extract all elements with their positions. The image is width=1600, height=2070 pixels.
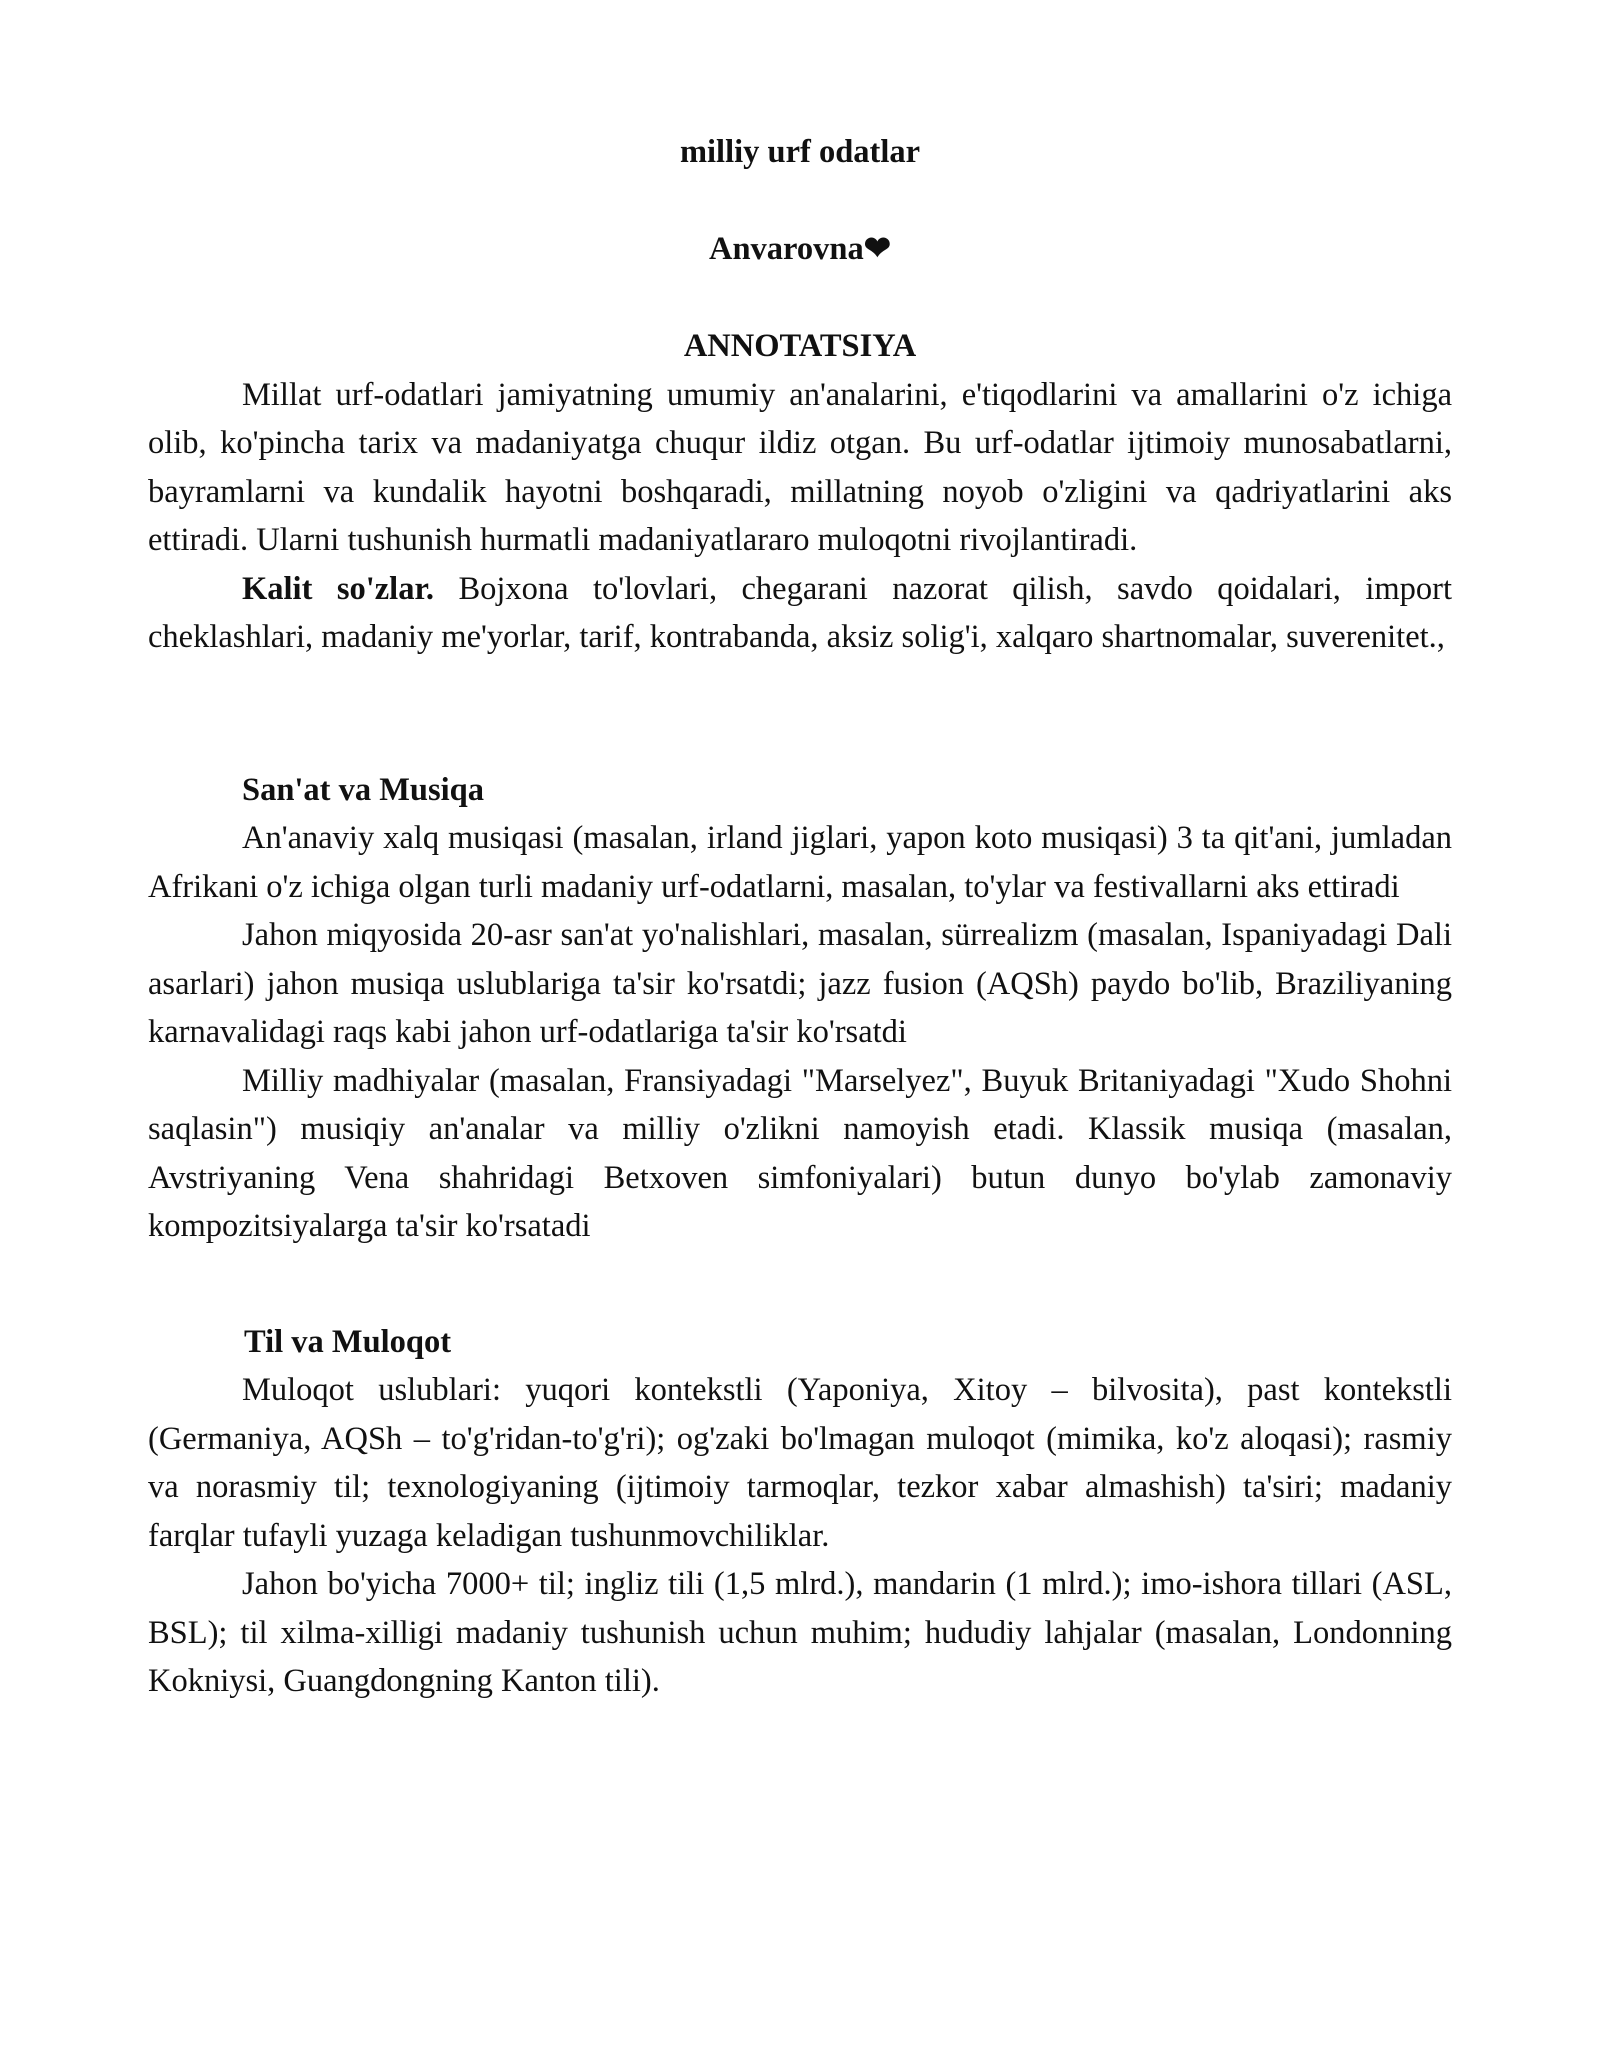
section-paragraph: Muloqot uslublari: yuqori kontekstli (Yaponiya, Xitoy – bilvosita), past kontekstli (Germaniya, AQSh – to'g'ridan-to'g'ri); og'zaki bo'lmagan muloqot (mimika, ko'z aloqasi); rasmiy va norasmiy til; texnologiyaning (ijtimoiy tarmoqlar, tezkor xabar almashish) ta'siri; madaniy farqlar tufayli yuzaga keladigan tushunmovchiliklar.	[148, 1372, 1452, 1554]
document-title: milliy urf odatlar	[679, 134, 921, 170]
section-heading-language: Til va Muloqot	[244, 1323, 452, 1360]
keywords-paragraph	[148, 565, 1452, 662]
section-paragraph: An'anaviy xalq musiqasi (masalan, irland jiglari, yapon koto musiqasi) 3 ta qit'ani, jumladan Afrikani o'z ichiga olgan turli madaniy urf-odatlarni, masalan, to'ylar va festivallarni aks ettiradi	[148, 820, 1452, 905]
author-name: Anvarovna❤	[709, 230, 891, 267]
section-paragraph: Jahon bo'yicha 7000+ til; ingliz tili (1,5 mlrd.), mandarin (1 mlrd.); imo-ishora tillari (ASL, BSL); til xilma-xilligi madaniy tushunish uchun muhim; hududiy lahjalar (masalan, Londonning Kokniysi, Guangdongning Kanton tili).	[148, 1566, 1452, 1699]
keywords-label: Kalit so'zlar.	[242, 570, 435, 607]
section-paragraph: Jahon miqyosida 20-asr san'at yo'nalishlari, masalan, sürrealizm (masalan, Ispaniyadagi Dali asarlari) jahon musiqa uslublariga ta'sir ko'rsatdi; jazz fusion (AQSh) paydo bo'lib, Braziliyaning karnavalidagi raqs kabi jahon urf-odatlariga ta'sir ko'rsatdi	[148, 917, 1452, 1050]
section-heading-art-music: San'at va Musiqa	[242, 771, 485, 808]
document-page	[148, 128, 1452, 1706]
annotation-paragraph: Millat urf-odatlari jamiyatning umumiy an'analarini, e'tiqodlarini va amallarini o'z ichiga olib, ko'pincha tarix va madaniyatga chuqur ildiz otgan. Bu urf-odatlar ijtimoiy munosabatlarni, bayramlarni va kundalik hayotni boshqaradi, millatning noyob o'zligini va qadriyatlarini aks ettiradi. Ularni tushunish hurmatli madaniyatlararo muloqotni rivojlantiradi.	[148, 376, 1452, 558]
keywords-text: Bojxona to'lovlari, chegarani nazorat qilish, savdo qoidalari, import cheklashlari, madaniy me'yorlar, tarif, kontrabanda, aksiz solig'i, xalqaro shartnomalar, suverenitet.,	[148, 570, 1452, 655]
section-paragraph: Milliy madhiyalar (masalan, Fransiyadagi "Marselyez", Buyuk Britaniyadagi "Xudo Shohni saqlasin") musiqiy an'analar va milliy o'zlikni namoyish etadi. Klassik musiqa (masalan, Avstriyaning Vena shahridagi Betxoven simfoniyalari) butun dunyo bo'ylab zamonaviy kompozitsiyalarga ta'sir ko'rsatadi	[148, 1062, 1452, 1244]
annotation-heading: ANNOTATSIYA	[683, 328, 917, 364]
